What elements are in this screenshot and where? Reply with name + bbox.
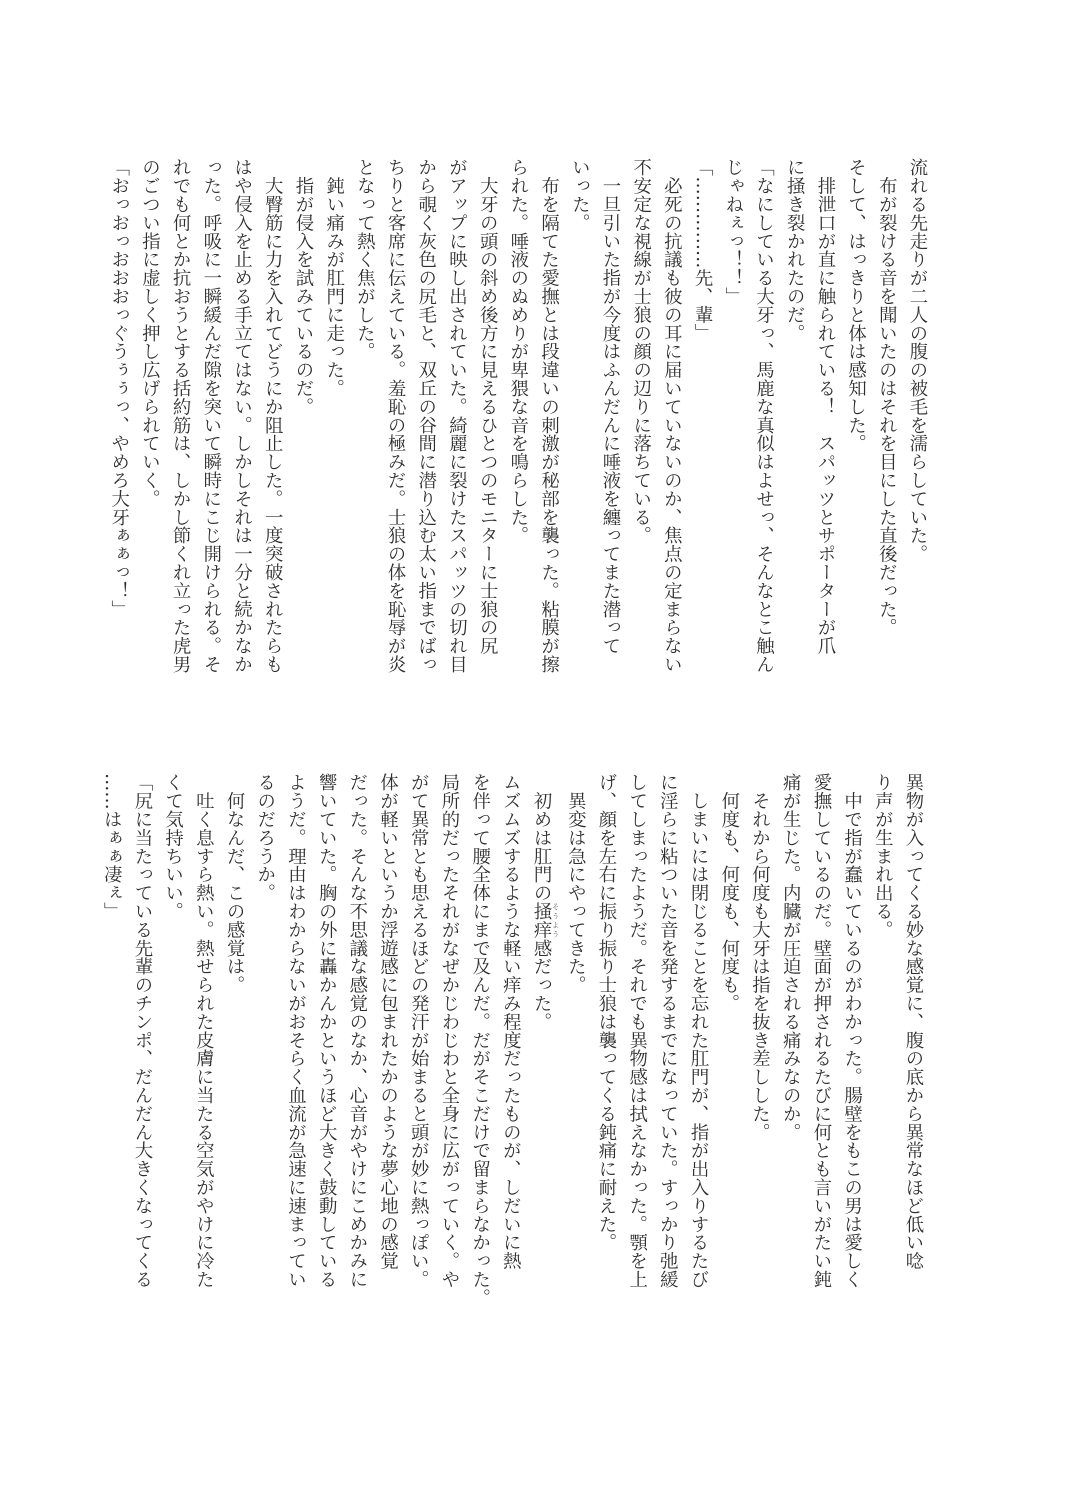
text-column: られた。唾液のぬめりが卑猥な音を鳴らした。 xyxy=(507,158,529,545)
text-column: り声が生まれ出る。 xyxy=(872,773,894,939)
text-column: ようだ。理由はわからないがおそらく血流が急速に速まってい xyxy=(285,773,307,1289)
text-column: に淫らに粘ついた音を発するまでになっていた。すっかり弛緩 xyxy=(657,773,679,1289)
text-column: に掻き裂かれたのだ。 xyxy=(784,158,806,342)
ruby-base: 掻痒 xyxy=(531,901,553,939)
text-column: いった。 xyxy=(569,158,591,232)
text-block-bottom xyxy=(96,773,928,1343)
text-column: くて気持ちいい。 xyxy=(162,773,184,921)
text-column: 鈍い痛みが肛門に走った。 xyxy=(323,158,345,398)
text-column: 吐く息すら熱い。熱せられた皮膚に当たる空気がやけに冷た xyxy=(193,773,215,1289)
text-column: 大臀筋に力を入れてどうにか阻止した。一度突破されたらも xyxy=(262,158,284,674)
text-column: 何なんだ、この感覚は。 xyxy=(224,773,246,994)
text-column: 一旦引いた指が今度はふんだんに唾液を纏ってまた潜って xyxy=(599,158,621,655)
text-column: 「……………先、輩」 xyxy=(692,158,714,342)
text-column: 何度も、何度も、何度も。 xyxy=(718,773,740,1013)
text-column: ……はぁぁ凄ぇ」 xyxy=(101,773,123,921)
text-column: ムズムズするような軽い痒み程度だったものが、しだいに熱 xyxy=(500,773,522,1270)
text-column: 流れる先走りが二人の腹の被毛を濡らしていた。 xyxy=(907,158,928,563)
text-column: 異変は急にやってきた。 xyxy=(565,773,587,994)
text-column: じゃねぇっ！！」 xyxy=(722,158,744,306)
text-column: 不安定な視線が士狼の顔の辺りに落ちている。 xyxy=(630,158,652,545)
text-column: 中で指が蠢いているのがわかった。腸壁をもこの男は愛しく xyxy=(841,773,863,1289)
text-column: 「なにしている大牙っ、馬鹿な真似はよせっ、そんなとこ触ん xyxy=(753,158,775,674)
text-column: しまいには閉じることを忘れた肛門が、指が出入りするたび xyxy=(688,773,710,1289)
text-column: 異物が入ってくる妙な感覚に、腹の底から異常なほど低い唸 xyxy=(903,773,924,1270)
text-column: 響いていた。胸の外に轟かんかというほど大きく鼓動している xyxy=(316,773,338,1289)
text-column: のごつい指に虚しく押し広げられていく。 xyxy=(139,158,161,508)
text-column: 布が裂ける音を聞いたのはそれを目にした直後だった。 xyxy=(876,158,898,637)
text-column: 「尻に当たっている先輩のチンポ、だんだん大きくなってくる xyxy=(131,773,153,1289)
ruby-reading: そうよう xyxy=(551,901,560,939)
text-column: るのだろうか。 xyxy=(254,773,276,902)
text-column: れでも何とか抗おうとする括約筋は、しかし節くれ立った虎男 xyxy=(170,158,192,674)
text-column: はや侵入を止める手立てはない。しかしそれは一分と続かなか xyxy=(231,158,253,674)
text-column: ちりと客席に伝えている。羞恥の極みだ。士狼の体を恥辱が炎 xyxy=(385,158,407,674)
text-column: 「おっおっおおおっぐうぅぅっ、やめろ大牙ぁぁっ！」 xyxy=(108,158,130,618)
text-column: 大牙の頭の斜め後方に見えるひとつのモニターに士狼の尻 xyxy=(477,158,499,655)
text-column: 局所的だったそれがなぜかじわじわと全身に広がっていく。や xyxy=(438,773,460,1289)
text-column: げ、顔を左右に振り振り士狼は襲ってくる鈍痛に耐えた。 xyxy=(595,773,617,1252)
text-column: してしまったようだ。それでも異物感は拭えなかった。顎を上 xyxy=(626,773,648,1289)
text-column: を伴って腰全体にまで及んだ。だがそこだけで留まらなかった。 xyxy=(469,773,491,1307)
text-column: 必死の抗議も彼の耳に届いていないのか、焦点の定まらない xyxy=(661,158,683,674)
text-column: から覗く灰色の尻毛と、双丘の谷間に潜り込む太い指までばっ xyxy=(415,158,437,674)
text-column: 痛が生じた。内臓が圧迫される痛みなのか。 xyxy=(780,773,802,1141)
text-segment: 感だった。 xyxy=(531,938,553,1031)
text-column: 布を隔てた愛撫とは段違いの刺激が秘部を襲った。粘膜が擦 xyxy=(538,158,560,674)
text-column: がて異常とも思えるほどの発汗が始まると頭が妙に熱っぽい。 xyxy=(408,773,430,1289)
text-column: となって熱く焦がした。 xyxy=(354,158,376,361)
text-segment: 初めは肛門の xyxy=(531,773,553,902)
ruby-word xyxy=(531,901,560,939)
text-column: 排泄口が直に触られている！ スパッツとサポーターが爪 xyxy=(814,158,836,655)
text-column: 指が侵入を試みているのだ。 xyxy=(292,158,314,416)
text-column: がアップに映し出されていた。綺麗に裂けたスパッツの切れ目 xyxy=(446,158,468,674)
text-column: 愛撫しているのだ。壁面が押されるたびに何とも言いがたい鈍 xyxy=(810,773,832,1289)
text-column: だった。そんな不思議な感覚のなか、心音がやけにこめかみに xyxy=(346,773,368,1289)
text-column-with-ruby xyxy=(525,773,559,1343)
text-block-top xyxy=(103,158,932,674)
text-column: それから何度も大牙は指を抜き差しした。 xyxy=(749,773,771,1141)
text-column: そして、はっきりと体は感知した。 xyxy=(845,158,867,453)
text-column: 体が軽いというか浮遊感に包まれたかのような夢心地の感覚 xyxy=(377,773,399,1270)
text-column: った。呼吸に一瞬緩んだ隙を突いて瞬時にこじ開けられる。そ xyxy=(200,158,222,674)
